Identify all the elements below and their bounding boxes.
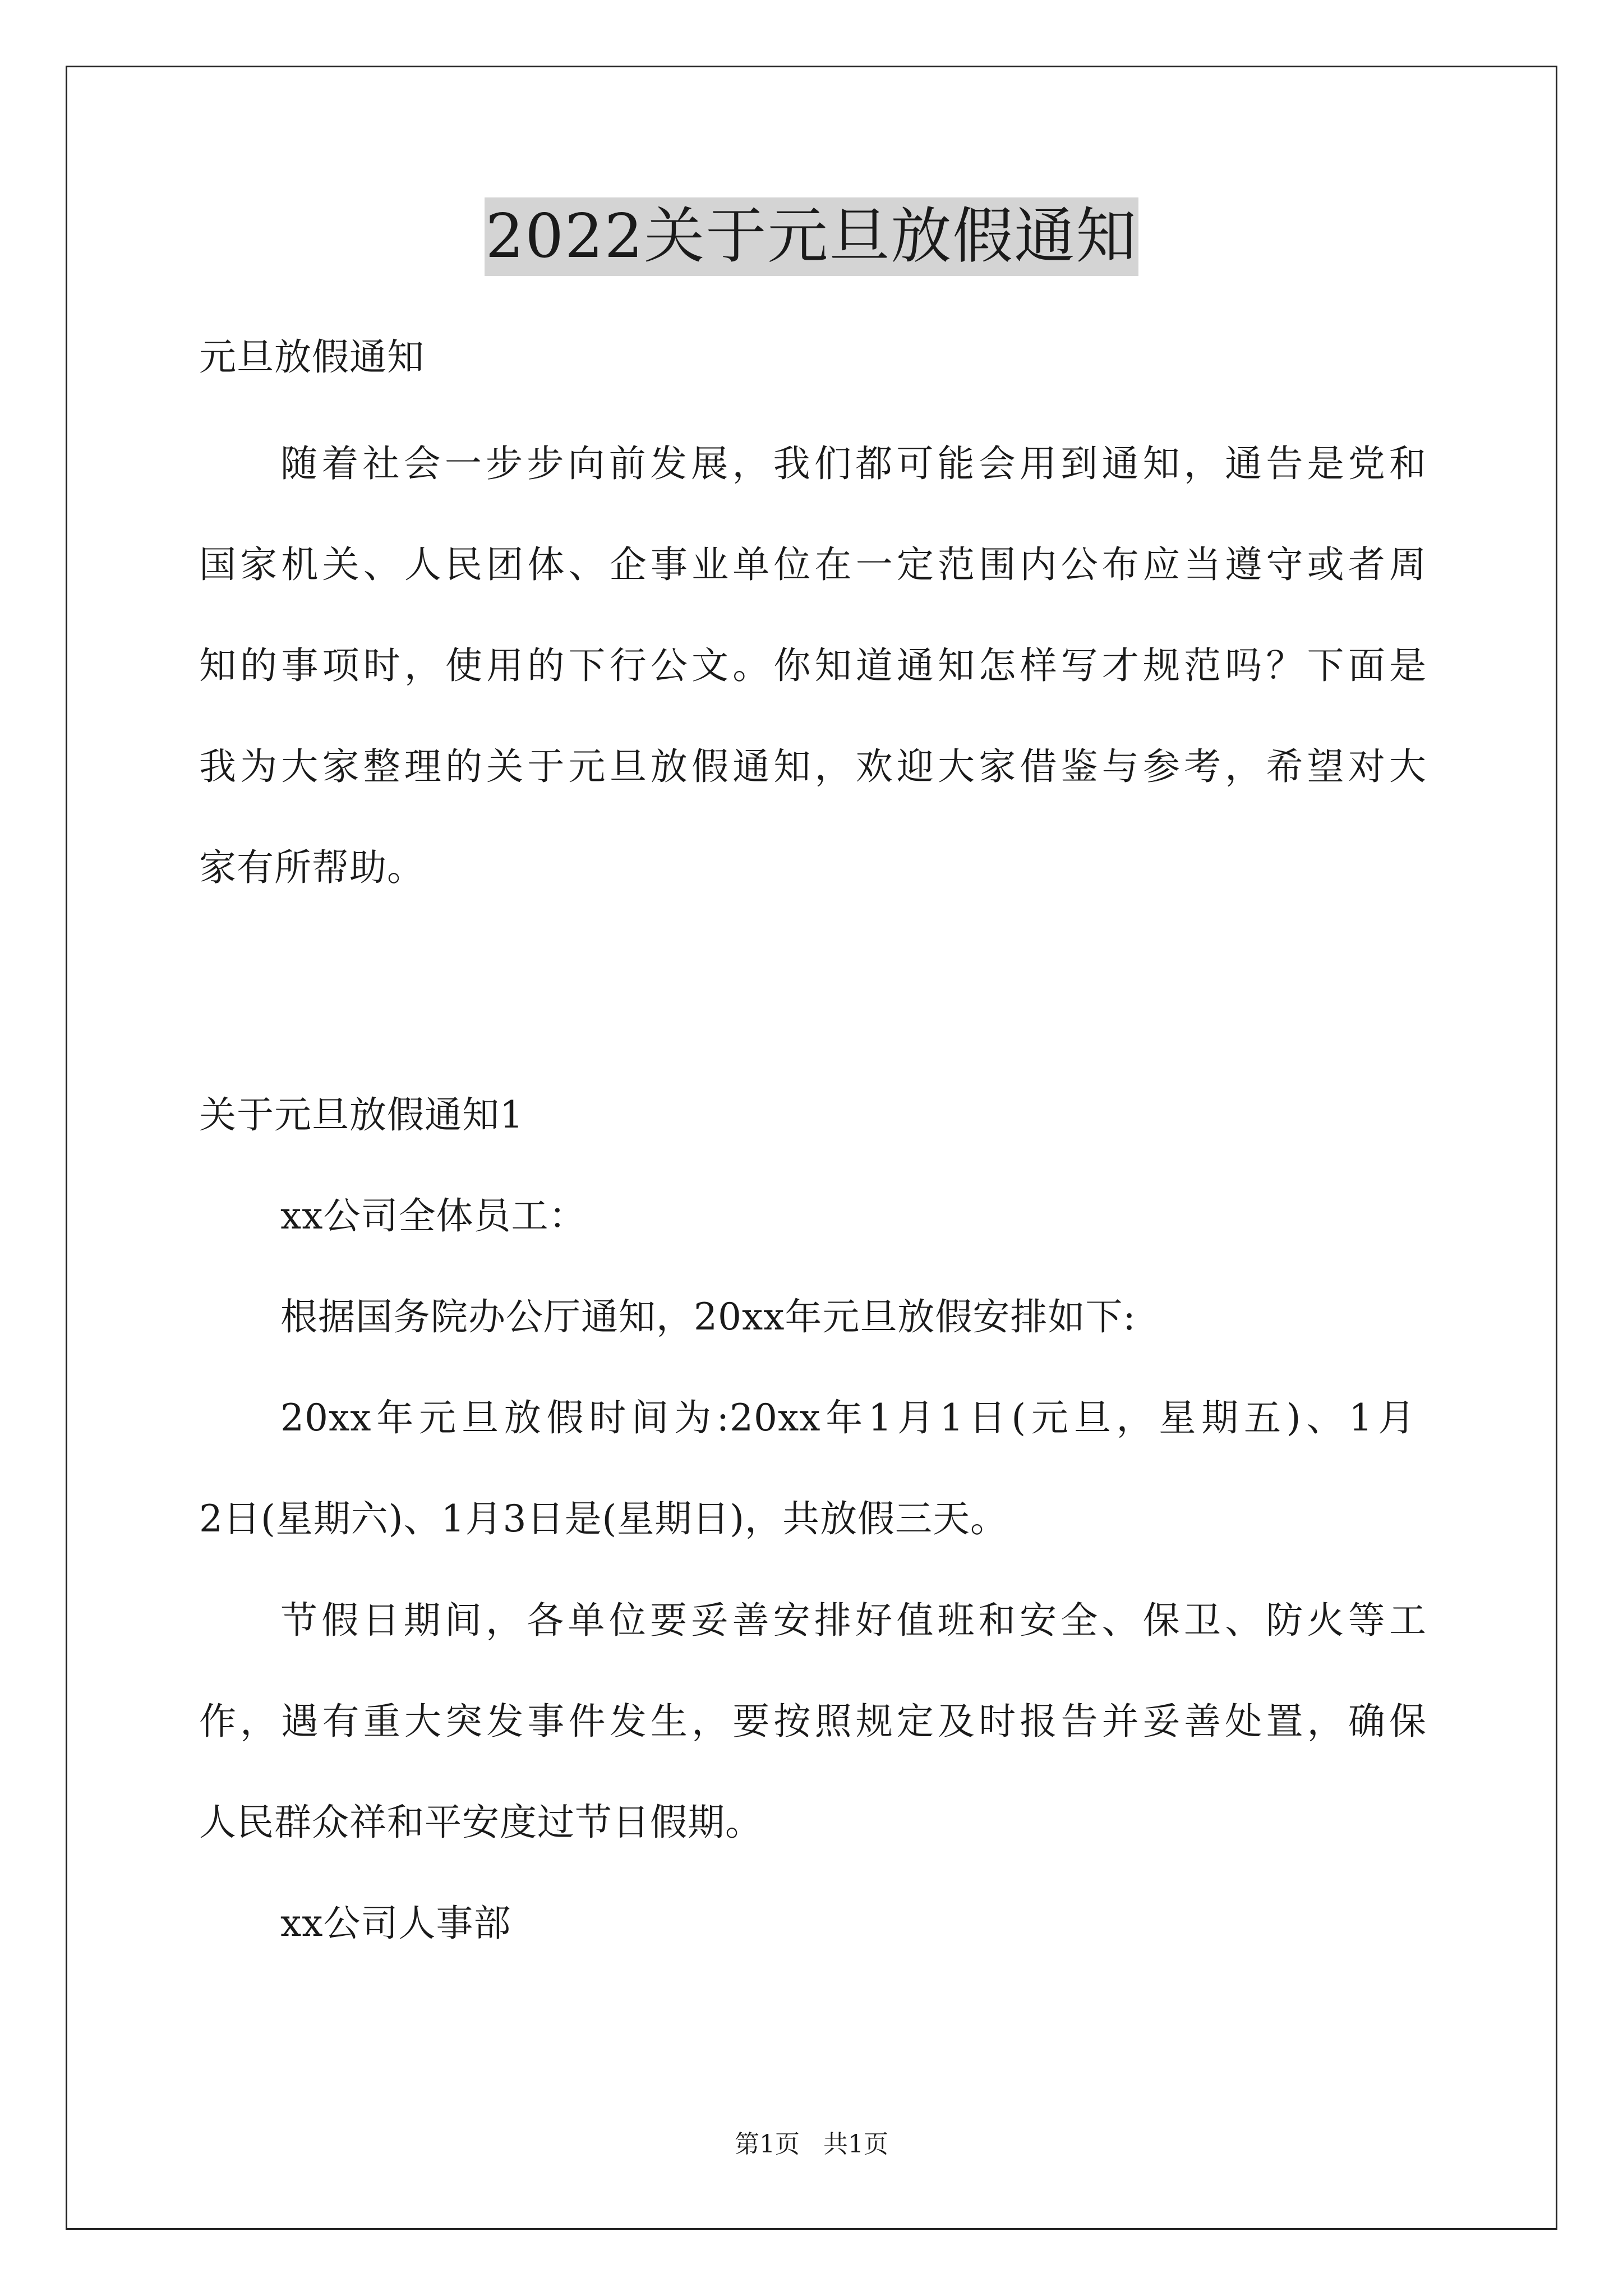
paragraph-2-line-1: 20xx年元旦放假时间为:20xx年1月1日(元旦，星期五)、1月 (280, 1396, 1415, 1439)
document-title: 2022关于元旦放假通知 (485, 197, 1139, 276)
document-heading: 元旦放假通知 (199, 335, 425, 379)
paragraph-3-line-2: 作，遇有重大突发事件发生，要按照规定及时报告并妥善处置，确保 (199, 1700, 1427, 1743)
section-heading: 关于元旦放假通知1 (199, 1093, 524, 1137)
paragraph-3-line-1: 节假日期间，各单位要妥善安排好值班和安全、保卫、防火等工 (280, 1599, 1427, 1642)
signature: xx公司人事部 (280, 1902, 511, 1945)
paragraph-3-line-3: 人民群众祥和平安度过节日假期。 (199, 1801, 763, 1844)
intro-line-2: 国家机关、人民团体、企事业单位在一定范围内公布应当遵守或者周 (199, 543, 1427, 586)
intro-line-3: 知的事项时，使用的下行公文。你知道通知怎样写才规范吗？下面是 (199, 644, 1427, 687)
paragraph-1: 根据国务院办公厅通知，20xx年元旦放假安排如下: (280, 1295, 1136, 1338)
intro-line-4: 我为大家整理的关于元旦放假通知，欢迎大家借鉴与参考，希望对大 (199, 745, 1427, 788)
page-number-footer: 第1页 共1页 (735, 2130, 888, 2159)
paragraph-2-line-2: 2日(星期六)、1月3日是(星期日)，共放假三天。 (199, 1497, 1008, 1540)
greeting: xx公司全体员工： (280, 1194, 587, 1237)
title-container (0, 197, 1623, 276)
intro-line-5: 家有所帮助。 (199, 846, 425, 889)
intro-line-1: 随着社会一步步向前发展，我们都可能会用到通知，通告是党和 (280, 442, 1427, 485)
